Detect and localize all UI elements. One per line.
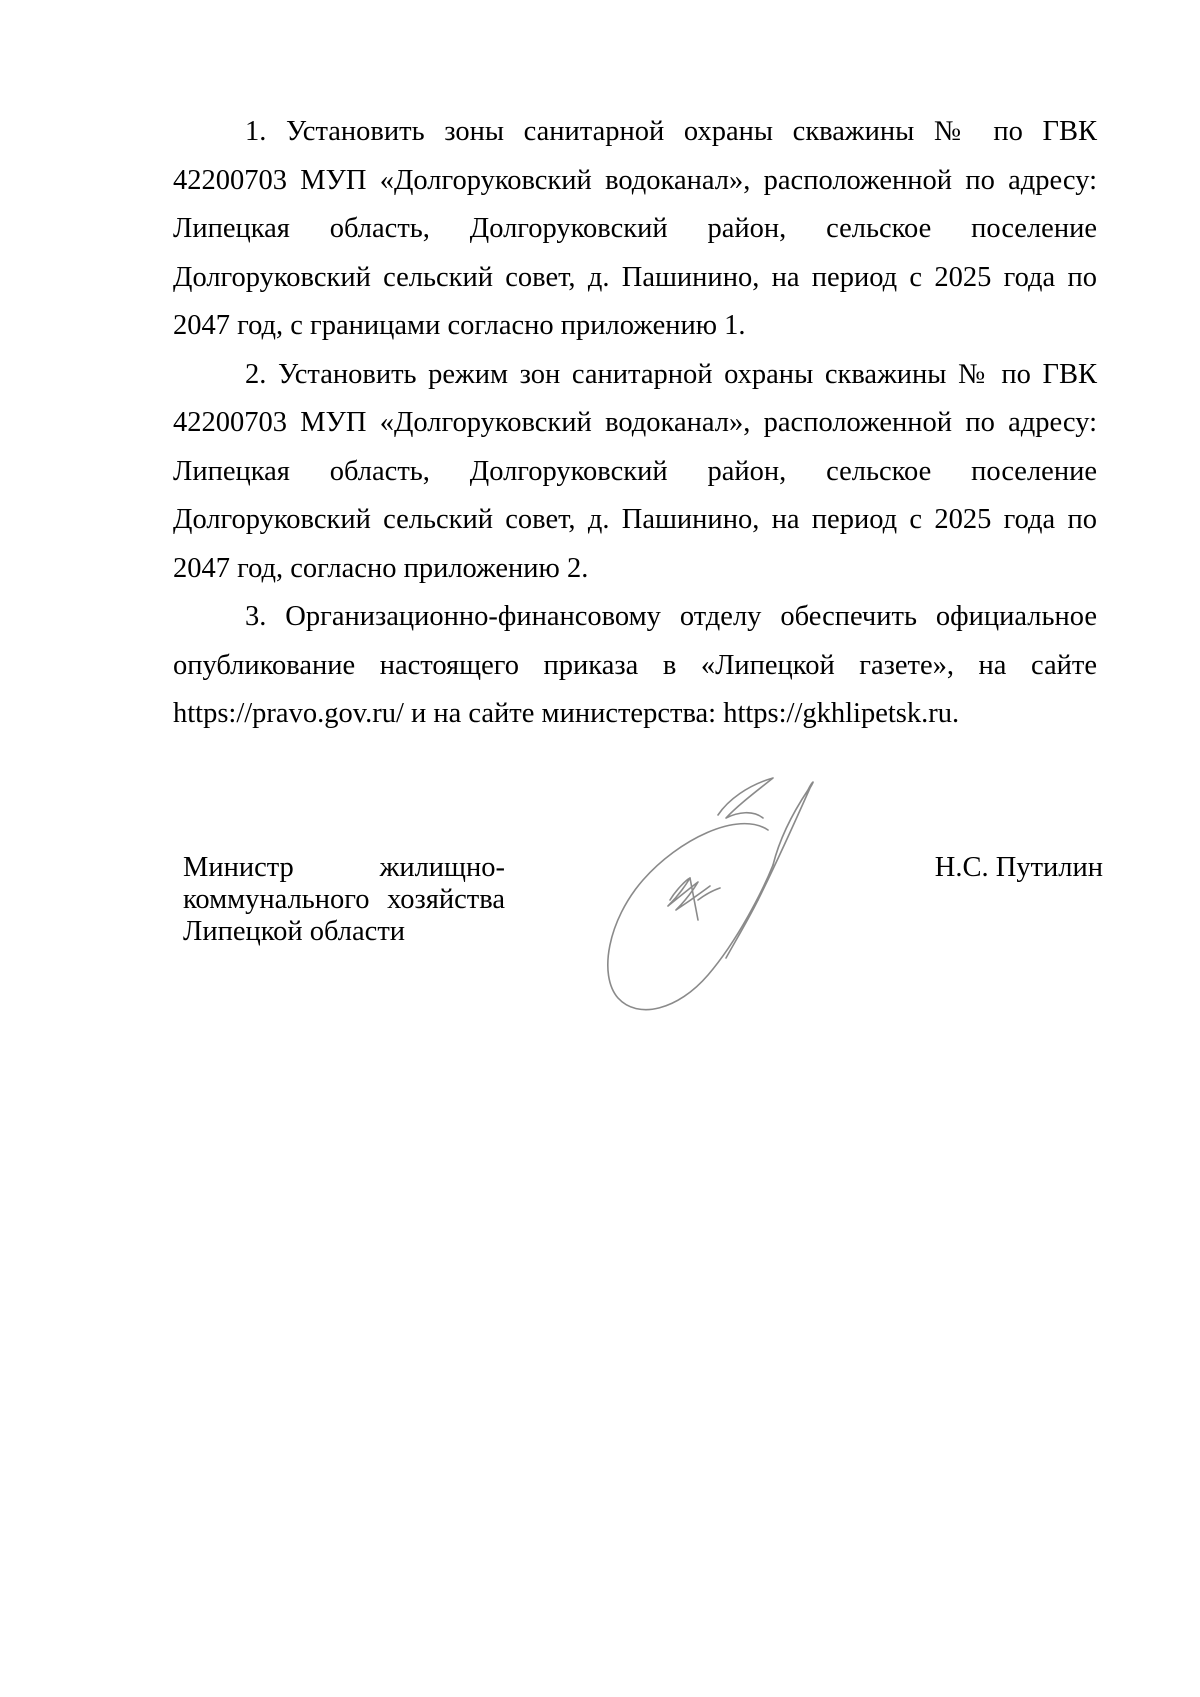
signatory-position: Министр жилищно-коммунального хозяйства Липецкой области: [183, 852, 505, 947]
paragraph-2: 2. Установить режим зон санитарной охраны скважины № по ГВК 42200703 МУП «Долгоруковский водоканал», расположенной по адресу: Липецкая область, Долгоруковский район, сельское поселение Долгоруковский сельский совет, д. Пашинино, на период с 2025 года по 2047 год, согласно приложению 2.: [173, 358, 1097, 584]
document-body: [173, 108, 1097, 739]
paragraph-3: 3. Организационно-финансовому отделу обеспечить официальное опубликование настоящего приказа в «Липецкой газете», на сайте https://pravo.gov.ru/ и на сайте министерства: https://gkhlipetsk.ru.: [173, 601, 1097, 729]
handwritten-signature: [598, 770, 878, 1030]
paragraph-1: 1. Установить зоны санитарной охраны скважины № по ГВК 42200703 МУП «Долгоруковский водоканал», расположенной по адресу: Липецкая область, Долгоруковский район, сельское поселение Долгоруковский сельский совет, д. Пашинино, на период с 2025 года по 2047 год, с границами согласно приложению 1.: [173, 116, 1097, 341]
signatory-name: Н.С. Путилин: [934, 852, 1103, 883]
